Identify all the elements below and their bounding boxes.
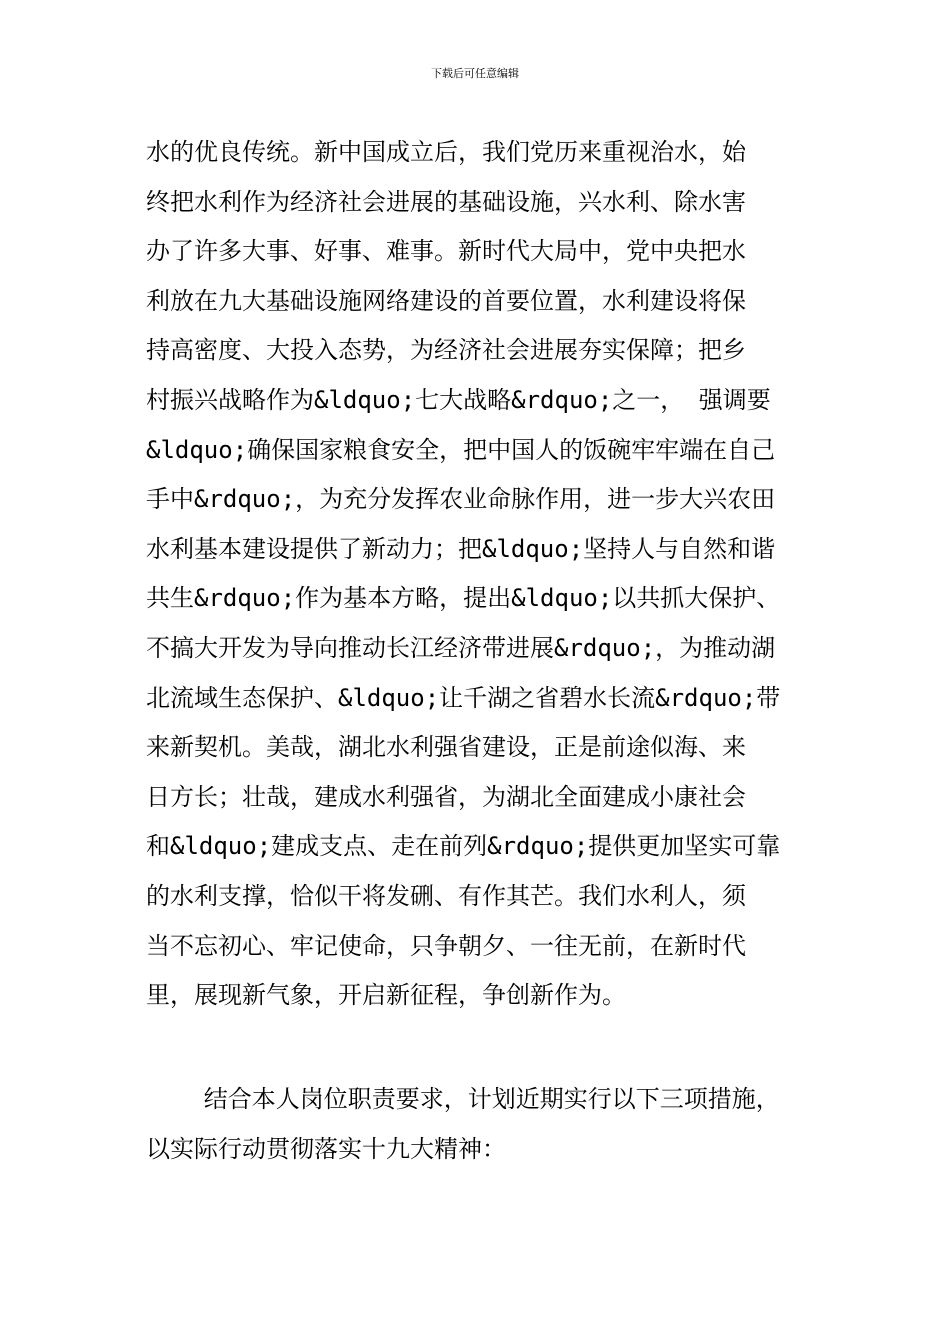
text-line: 不搞大开发为导向推动长江经济带进展&rdquo;，为推动湖 xyxy=(146,633,776,662)
text-line: 终把水利作为经济社会进展的基础设施，兴水利、除水害 xyxy=(146,187,746,216)
body-paragraph-1 xyxy=(146,128,826,1021)
text-line: &ldquo;确保国家粮食安全，把中国人的饭碗牢牢端在自己 xyxy=(146,435,776,464)
text-line: 和&ldquo;建成支点、走在前列&rdquo;提供更加坚实可靠 xyxy=(146,832,781,861)
text-line: 手中&rdquo;，为充分发挥农业命脉作用，进一步大兴农田 xyxy=(146,485,776,514)
text-line: 利放在九大基础设施网络建设的首要位置，水利建设将保 xyxy=(146,286,746,315)
text-line: 来新契机。美哉，湖北水利强省建设，正是前途似海、来 xyxy=(146,733,746,762)
text-line: 持高密度、大投入态势，为经济社会进展夯实保障；把乡 xyxy=(146,336,746,365)
text-line: 的水利支撑，恰似干将发硎、有作其芒。我们水利人，须 xyxy=(146,881,746,910)
text-line: 水的优良传统。新中国成立后，我们党历来重视治水，始 xyxy=(146,138,746,166)
page-header: 下载后可任意编辑 xyxy=(431,67,519,80)
text-line: 当不忘初心、牢记使命，只争朝夕、一往无前，在新时代 xyxy=(146,931,746,960)
text-line: 水利基本建设提供了新动力；把&ldquo;坚持人与自然和谐 xyxy=(146,534,776,563)
text-line: 北流域生态保护、&ldquo;让千湖之省碧水长流&rdquo;带 xyxy=(146,683,781,712)
text-line: 结合本人岗位职责要求，计划近期实行以下三项措施， xyxy=(146,1085,780,1113)
text-line: 办了许多大事、好事、难事。新时代大局中，党中央把水 xyxy=(146,237,746,266)
text-line: 村振兴战略作为&ldquo;七大战略&rdquo;之一， 强调要 xyxy=(146,385,771,414)
text-line: 日方长；壮哉，建成水利强省，为湖北全面建成小康社会 xyxy=(146,782,746,811)
text-line: 共生&rdquo;作为基本方略，提出&ldquo;以共抓大保护、 xyxy=(146,584,781,613)
text-line: 以实际行动贯彻落实十九大精神： xyxy=(146,1134,506,1163)
body-paragraph-2 xyxy=(146,1075,846,1174)
text-line: 里，展现新气象，开启新征程，争创新作为。 xyxy=(146,981,626,1010)
